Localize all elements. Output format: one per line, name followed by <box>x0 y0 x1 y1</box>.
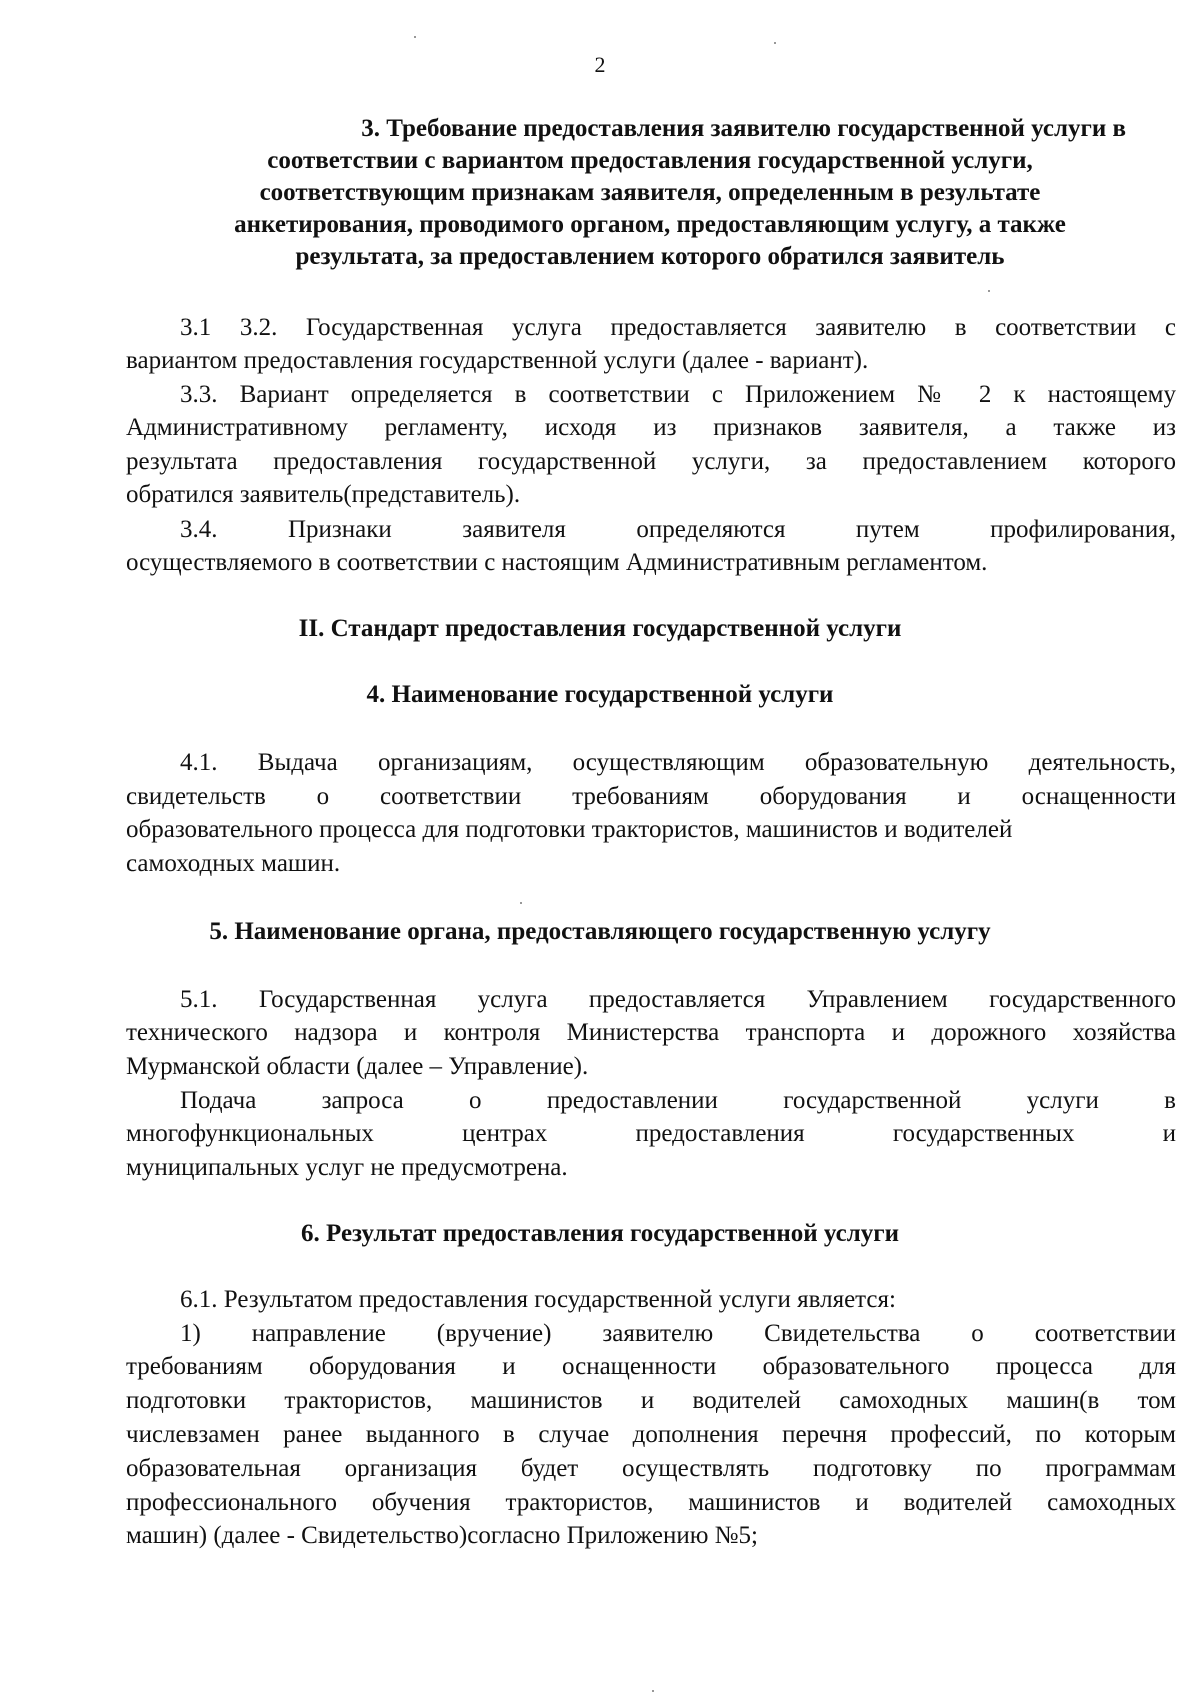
page-number: 2 <box>594 52 606 77</box>
paragraph-line: технического надзора и контроля Министерства транспорта и дорожного хозяйства <box>126 1019 1176 1046</box>
paragraph-line: Административному регламенту, исходя из признаков заявителя, а также из <box>126 414 1176 441</box>
paragraph-line: 6.1. Результатом предоставления государственной услуги является: <box>180 1286 896 1313</box>
heading-line: результата, за предоставлением которого обратился заявитель <box>295 243 1005 270</box>
paragraph-line: 4.1. Выдача организациям, осуществляющим образовательную деятельность, <box>180 749 1176 776</box>
heading-line: соответствующим признакам заявителя, определенным в результате <box>259 179 1041 206</box>
section-4-heading: 4. Наименование государственной услуги <box>366 681 834 708</box>
paragraph-line: 3.1 3.2. Государственная услуга предоставляется заявителю в соответствии с <box>180 314 1176 341</box>
paragraph-line: 3.3. Вариант определяется в соответствии с Приложением № 2 к настоящему <box>180 381 1176 408</box>
paragraph-line: самоходных машин. <box>126 850 341 877</box>
paragraph-line: числевзамен ранее выданного в случае дополнения перечня профессий, по которым <box>126 1421 1176 1448</box>
heading-line: 3. Требование предоставления заявителю государственной услуги в <box>361 115 1126 142</box>
paragraph-line: свидетельств о соответствии требованиям оборудования и оснащенности <box>126 783 1176 810</box>
paragraph-line: Подача запроса о предоставлении государственной услуги в <box>180 1087 1176 1114</box>
paragraph-line: образовательная организация будет осуществлять подготовку по программам <box>126 1455 1176 1482</box>
section-3-heading <box>150 113 1150 273</box>
section-6-heading: 6. Результат предоставления государственной услуги <box>301 1220 899 1247</box>
paragraph-line: многофункциональных центрах предоставления государственных и <box>126 1120 1176 1147</box>
paragraph-line: муниципальных услуг не предусмотрена. <box>126 1154 568 1181</box>
paragraph-line: образовательного процесса для подготовки трактористов, машинистов и водителей <box>126 816 1013 843</box>
paragraph-line: результата предоставления государственной услуги, за предоставлением которого <box>126 448 1176 475</box>
paragraph-line: профессионального обучения трактористов, машинистов и водителей самоходных <box>126 1489 1176 1516</box>
paragraph-line: 5.1. Государственная услуга предоставляется Управлением государственного <box>180 986 1176 1013</box>
section-5-heading: 5. Наименование органа, предоставляющего государственную услугу <box>209 918 991 945</box>
paragraph-line: машин) (далее - Свидетельство)согласно Приложению №5; <box>126 1522 758 1549</box>
paragraph-line: Мурманской области (далее – Управление). <box>126 1053 589 1080</box>
paragraph-line: подготовки трактористов, машинистов и водителей самоходных машин(в том <box>126 1387 1176 1414</box>
paragraph-line: 3.4. Признаки заявителя определяются путем профилирования, <box>180 516 1176 543</box>
heading-line: соответствии с вариантом предоставления государственной услуги, <box>267 147 1033 174</box>
paragraph-line: требованиям оборудования и оснащенности образовательного процесса для <box>126 1353 1176 1380</box>
scan-speck <box>774 42 776 44</box>
part-2-heading: II. Стандарт предоставления государственной услуги <box>298 615 902 642</box>
heading-line: анкетирования, проводимого органом, предоставляющим услугу, а также <box>234 211 1066 238</box>
paragraph-line: обратился заявитель(представитель). <box>126 481 521 508</box>
paragraph-line: осуществляемого в соответствии с настоящим Административным регламентом. <box>126 549 988 576</box>
scan-speck <box>520 902 522 904</box>
scan-speck <box>414 36 416 38</box>
scan-speck <box>988 290 990 292</box>
scan-speck <box>652 1690 654 1692</box>
paragraph-line: 1) направление (вручение) заявителю Свидетельства о соответствии <box>180 1320 1176 1347</box>
paragraph-line: вариантом предоставления государственной услуги (далее - вариант). <box>126 347 869 374</box>
